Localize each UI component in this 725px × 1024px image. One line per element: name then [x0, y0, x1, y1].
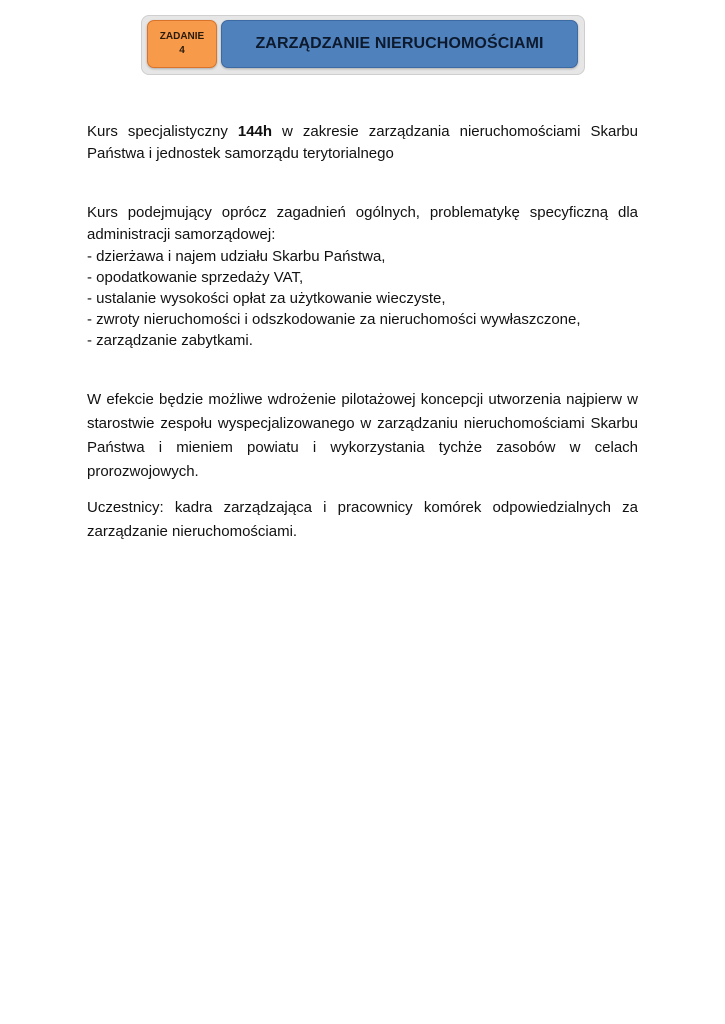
list-item: - opodatkowanie sprzedaży VAT, [87, 269, 304, 286]
course-intro-paragraph [87, 121, 638, 165]
outcome-paragraph: W efekcie będzie możliwe wdrożenie pilotażowej koncepcji utworzenia najpierw w starostwie zespołu wyspecjalizowanego w zarządzaniu nieruchomościami Skarbu Państwa i mieniem powiatu i wykorzystania tychże zasobów w celach prorozwojowych. [87, 391, 638, 480]
title-box [221, 20, 578, 68]
page-title: ZARZĄDZANIE NIERUCHOMOŚCIAMI [255, 35, 544, 52]
topics-list [87, 246, 638, 351]
course-scope-paragraph: Kurs podejmujący oprócz zagadnień ogólnych, problematykę specyficzną dla administracji samorządowej: [87, 204, 638, 243]
course-intro-text-end: w zakresie zarządzania nieruchomościami Skarbu Państwa i jednostek samorządu terytorialnego [87, 123, 638, 162]
course-intro-text-start: Kurs specjalistyczny [87, 123, 238, 140]
header-banner [141, 15, 585, 75]
document-body [87, 121, 638, 544]
list-item: - dzierżawa i najem udziału Skarbu Państwa, [87, 248, 386, 265]
list-item: - ustalanie wysokości opłat za użytkowanie wieczyste, [87, 290, 446, 307]
task-number: 4 [179, 45, 185, 56]
course-hours: 144h [237, 123, 273, 140]
list-item: - zwroty nieruchomości i odszkodowanie za nieruchomości wywłaszczone, [87, 311, 581, 328]
task-label: ZADANIE [159, 31, 205, 42]
list-item: - zarządzanie zabytkami. [87, 332, 253, 349]
task-badge [147, 20, 217, 68]
participants-paragraph: Uczestnicy: kadra zarządzająca i pracownicy komórek odpowiedzialnych za zarządzanie nieruchomościami. [87, 499, 638, 540]
